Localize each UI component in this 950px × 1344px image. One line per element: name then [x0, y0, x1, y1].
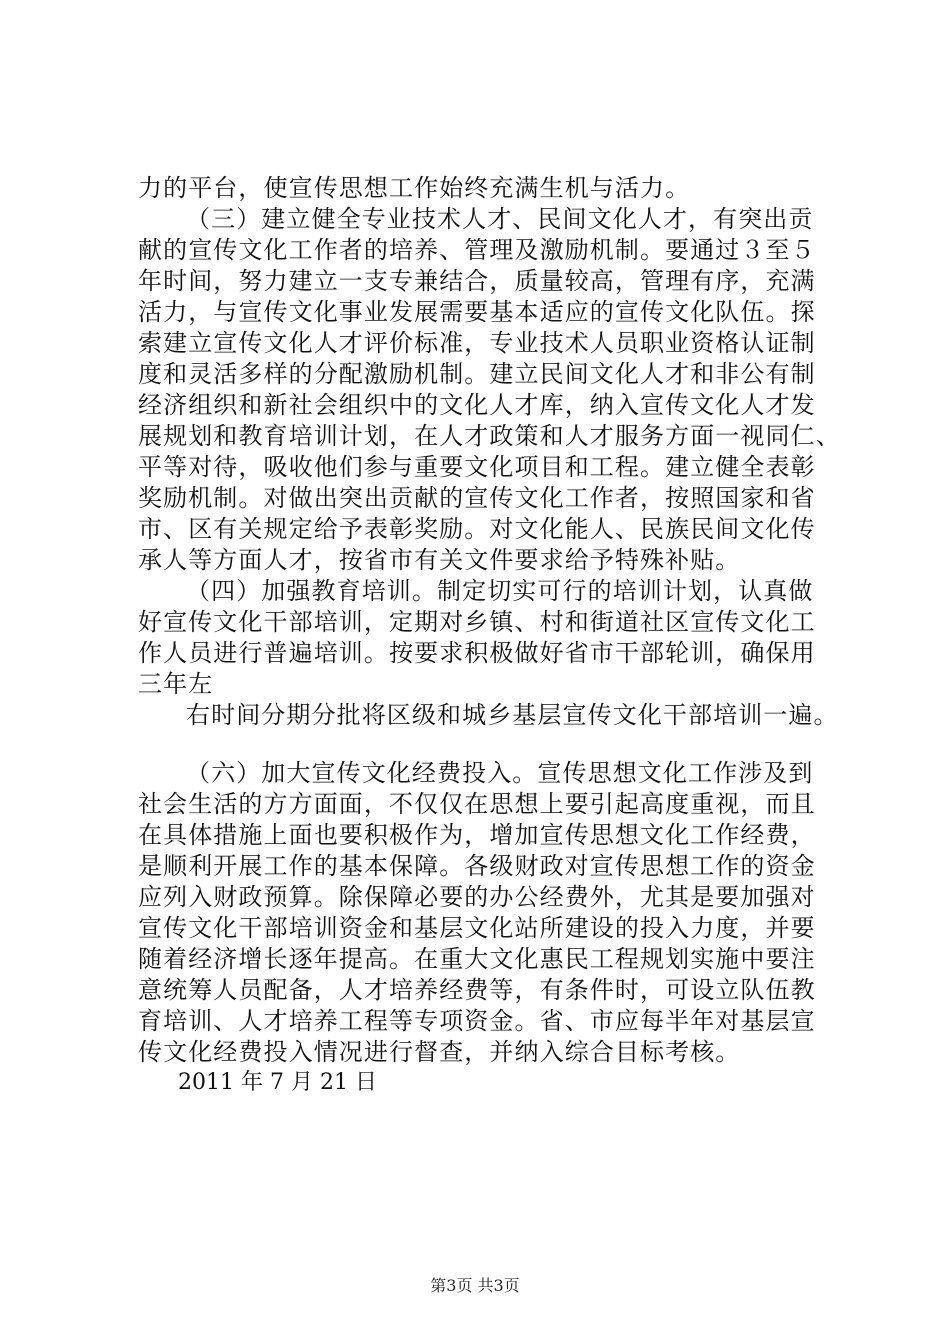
- paragraph-line: 平等对待，吸收他们参与重要文化项目和工程。建立健全表彰: [138, 453, 816, 481]
- paragraph-line: 好宣传文化干部培训，定期对乡镇、村和街道社区宣传文化工: [138, 608, 816, 636]
- paragraph-line: 三年左: [138, 670, 214, 698]
- paragraph-line: 力的平台，使宣传思想工作始终充满生机与活力。: [138, 174, 691, 202]
- paragraph-line: 度和灵活多样的分配激励机制。建立民间文化人才和非公有制: [138, 360, 816, 388]
- paragraph-line: 应列入财政预算。除保障必要的办公经费外，尤其是要加强对: [138, 883, 816, 911]
- paragraph-line: 社会生活的方方面面，不仅仅在思想上要引起高度重视，而且: [138, 790, 816, 818]
- paragraph-line: 经济组织和新社会组织中的文化人才库，纳入宣传文化人才发: [138, 391, 816, 419]
- paragraph-line: 传文化经费投入情况进行督查，并纳入综合目标考核。: [138, 1038, 741, 1066]
- paragraph-line: 市、区有关规定给予表彰奖励。对文化能人、民族民间文化传: [138, 515, 816, 543]
- paragraph-line: 育培训、人才培养工程等专项资金。省、市应每半年对基层宣: [138, 1007, 816, 1035]
- page-footer: 第3页 共3页: [430, 1276, 520, 1295]
- paragraph-line: （四）加强教育培训。制定切实可行的培训计划，认真做: [186, 577, 814, 605]
- paragraph-line: 右时间分期分批将区级和城乡基层宣传文化干部培训一遍。: [186, 701, 839, 729]
- paragraph-line: （三）建立健全专业技术人才、民间文化人才，有突出贡: [186, 205, 814, 233]
- paragraph-line: 宣传文化干部培训资金和基层文化站所建设的投入力度，并要: [138, 914, 816, 942]
- paragraph-line: 活力，与宣传文化事业发展需要基本适应的宣传文化队伍。探: [138, 298, 816, 326]
- paragraph-line: （六）加大宣传文化经费投入。宣传思想文化工作涉及到: [186, 759, 814, 787]
- paragraph-line: 展规划和教育培训计划，在人才政策和人才服务方面一视同仁、: [138, 422, 841, 450]
- paragraph-line: 索建立宣传文化人才评价标准，专业技术人员职业资格认证制: [138, 329, 816, 357]
- paragraph-line: 作人员进行普遍培训。按要求积极做好省市干部轮训，确保用: [138, 639, 816, 667]
- paragraph-line: 随着经济增长逐年提高。在重大文化惠民工程规划实施中要注: [138, 945, 816, 973]
- paragraph-line: 奖励机制。对做出突出贡献的宣传文化工作者，按照国家和省: [138, 484, 816, 512]
- paragraph-line: 是顺利开展工作的基本保障。各级财政对宣传思想工作的资金: [138, 852, 816, 880]
- paragraph-line: 年时间，努力建立一支专兼结合，质量较高，管理有序，充满: [138, 267, 816, 295]
- paragraph-line: 献的宣传文化工作者的培养、管理及激励机制。要通过３至５: [138, 236, 816, 264]
- document-date: 2011 年 7 月 21 日: [178, 1070, 377, 1095]
- paragraph-line: 在具体措施上面也要积极作为，增加宣传思想文化工作经费，: [138, 821, 816, 849]
- paragraph-line: 承人等方面人才，按省市有关文件要求给予特殊补贴。: [138, 546, 741, 574]
- paragraph-line: 意统筹人员配备，人才培养经费等，有条件时，可设立队伍教: [138, 976, 816, 1004]
